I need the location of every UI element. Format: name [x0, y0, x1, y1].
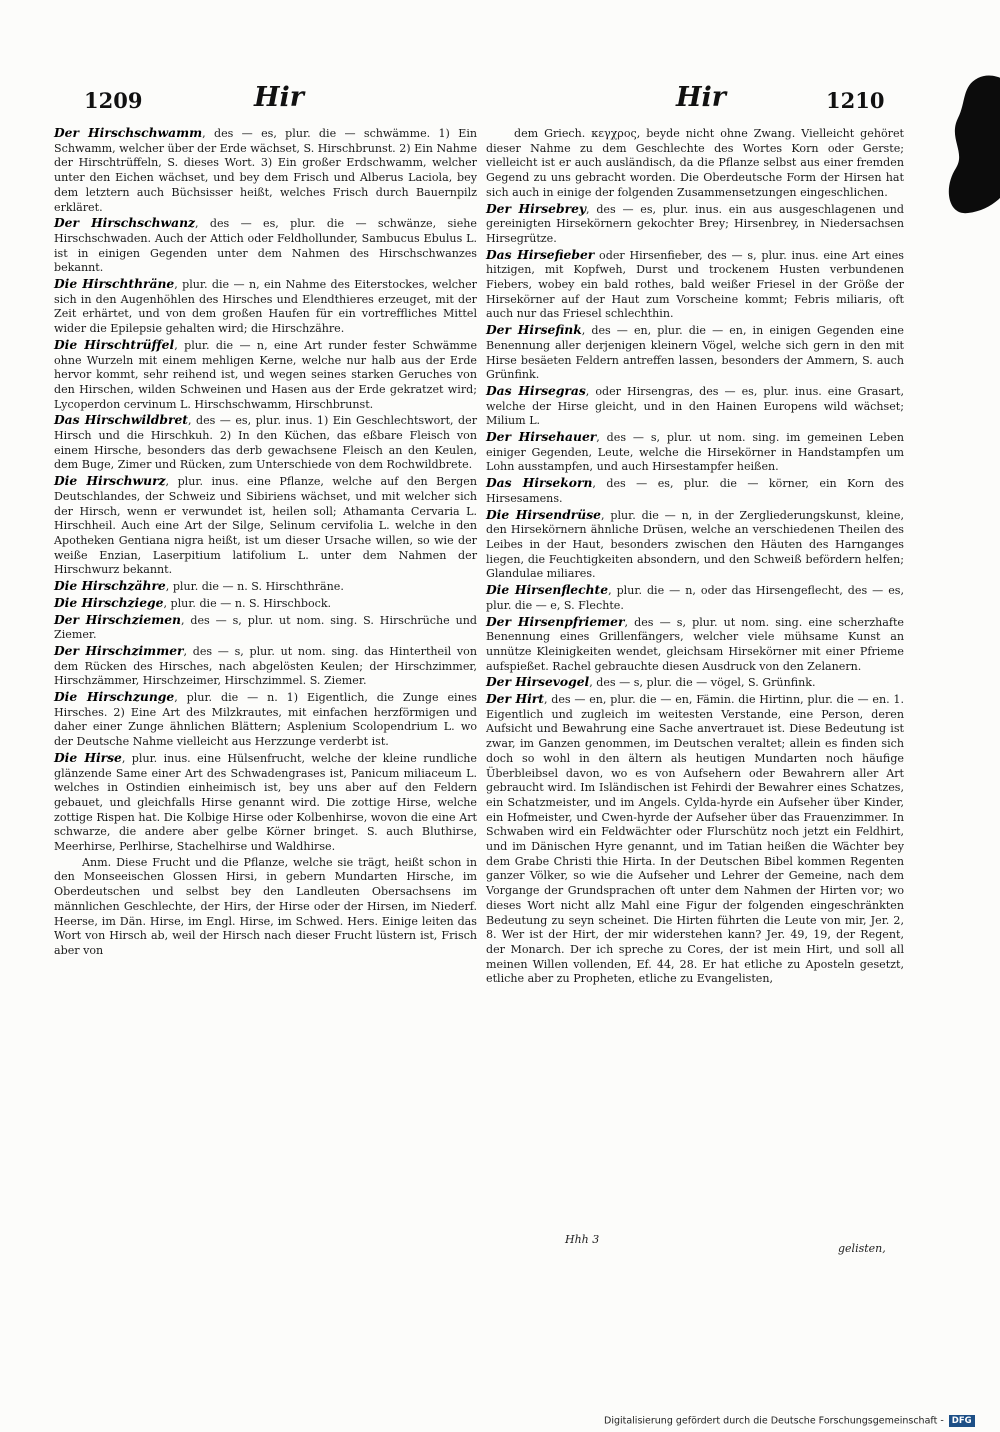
dictionary-entry	[486, 675, 904, 691]
entry-body: , des — s, plur. ut nom. sing. S. Hirschrüche und Ziemer.	[54, 613, 477, 642]
entry-headword: Die Hirschziege	[54, 594, 164, 610]
entry-body: , des — s, plur. ut nom. sing. im gemeinen Leben einiger Gegenden, Leute, welche die Hirsekörner in Handstampfen um Lohn ausstampfen, und auch Hirsestampfer heißen.	[486, 431, 904, 474]
entry-body: , plur. die — n. S. Hirschthräne.	[165, 580, 344, 594]
dictionary-entry	[486, 615, 904, 675]
entry-headword: Der Hirschschwamm	[54, 125, 203, 140]
entry-body: , plur. die — n, oder das Hirsengeflecht, des — es, plur. die — e, S. Flechte.	[486, 584, 905, 612]
entry-body: , des — es, plur. die — schwänze, siehe Hirschschwaden. Auch der Attich oder Feldhollunder, Sambucus Ebulus L. ist in einigen Gegenden unter dem Nahmen des Hirschschwanzes bekannt.	[54, 217, 477, 275]
dictionary-entry	[54, 690, 477, 750]
dictionary-entry	[54, 596, 477, 612]
dictionary-entry	[54, 338, 477, 413]
dictionary-entry	[486, 508, 904, 583]
dfg-logo: DFG	[949, 1415, 975, 1427]
entry-headword: Das Hirsefieber	[486, 246, 595, 262]
dictionary-entry	[486, 127, 904, 201]
entry-body: , plur. inus. eine Hülsenfrucht, welche der kleine rundliche glänzende Same einer Art des Schwadengrases ist, Panicum miliaceum L. welches in Ostindien einheimisch ist, bey uns aber auf den Feldern gebauet, und gleichfalls Hirse genannt wird. Die zottige Hirse, welche zottige Rispen hat. Die Kolbige Hirse oder Kolbenhirse, wovon die eine Art schwarze, die andere aber gelbe Körner bringet. S. auch Bluthirse, Meerhirse, Perlhirse, Stachelhirse und Waldhirse.	[54, 751, 477, 854]
entry-body: oder Hirsenfieber, des — s, plur. inus. eine Art eines hitzigen, mit Kopfweh, Durst und trockenem Husten verbundenen Fiebers, wobey ein bald rothes, bald weißer Friesel in der Größe der Hirsekörner auf der Haut zum Vorscheine kommt; Febris miliaris, oft auch nur das Friesel schlechthin.	[486, 248, 904, 321]
entry-body: , des — es, plur. inus. ein aus ausgeschlagenen und gereinigten Hirsekörnern gekochter Brey; Hirsenbrey, in Niedersachsen Hirsegrütze.	[486, 202, 905, 245]
entry-body: Anm. Diese Frucht und die Pflanze, welche sie trägt, heißt schon in den Monseeischen Glossen Hirsi, in gebern Mundarten Hirsche, im Oberdeutschen und selbst bey den Landleuten Obersachsens im männlichen Geschlechte, der Hirs, der Hirse oder der Hirsen, im Niederf. Heerse, im Dän. Hirse, im Engl. Hirse, im Schwed. Hers. Einige leiten das Wort von Hirsch ab, weil der Hirsch nach dieser Frucht lüstern ist, Frisch aber von	[54, 855, 477, 957]
entry-body: , des — en, plur. die — en, in einigen Gegenden eine Benennung aller derjenigen kleinern Vögel, welche sich gern in den mit Hirse besäeten Feldern antreffen lassen, besonders der Ammern, S. auch Grünfink.	[486, 324, 904, 382]
entry-body: , des — es, plur. die — schwämme. 1) Ein Schwamm, welcher über der Erde wächset, S. Hirschbrunst. 2) Ein Nahme der Hirschtrüffeln, S. dieses Wort. 3) Ein großer Erdschwamm, welcher unter den Eichen wächset, und bey dem Frisch und Alberus Laciola, bey dem letztern auch Büchsisser heißt, welches Frisch durch Bauernpilz erkläret.	[54, 127, 478, 214]
entry-headword: Die Hirschthräne	[54, 276, 175, 292]
dictionary-entry	[486, 692, 904, 987]
entry-headword: Das Hirschwildbret	[54, 412, 188, 428]
dictionary-entry	[486, 202, 904, 247]
entry-body: , des — es, plur. die — körner, ein Korn des Hirsesamens.	[486, 477, 904, 505]
entry-body: , des — es, plur. inus. 1) Ein Geschlechtswort, der Hirsch und die Hirschkuh. 2) In den Küchen, das eßbare Fleisch von einem Hirsche, besonders das derb gewachsene Fleisch an den Keulen, dem Buge, Zimer und Rücken, zum Unterschiede von dem Rochwildbrete.	[54, 414, 477, 472]
entry-body: , plur. die — n, in der Zergliederungskunst, kleine, den Hirsekörnern ähnliche Drüsen, welche an verschiedenen Theilen des Leibes in der Haut, besonders zwischen den Häuten des Harnganges liegen, die Feuchtigkeiten absondern, und den Schweiß befördern helfen; Glandulae miliares.	[486, 508, 904, 581]
dictionary-entry	[54, 856, 477, 959]
entry-body: , plur. die — n. 1) Eigentlich, die Zunge eines Hirsches. 2) Eine Art des Milzkrautes, mit einfachen herzförmigen und daher einer Zunge ähnlichen Blättern; Asplenium Scolopendrium L. wo der Deutsche Nahme vielleicht aus Herzzunge verderbt ist.	[54, 691, 477, 749]
entry-body: dem Griech. κεγχρος, beyde nicht ohne Zwang. Vielleicht gehöret dieser Nahme zu dem Geschlechte des Wortes Korn oder Gerste; vielleicht ist er auch ausländisch, da die Pflanze selbst aus einer fremden Gegend zu uns gebracht worden. Die Oberdeutsche Form der Hirsen hat sich auch in einige der folgenden Zusammensetzungen eingeschlichen.	[486, 127, 904, 199]
entry-headword: Der Hirsefink	[486, 322, 582, 338]
entry-headword: Der Hirschschwanz	[54, 215, 196, 231]
dictionary-entry	[54, 126, 477, 215]
page-number-left: 1209	[84, 88, 143, 113]
dictionary-entry	[486, 430, 904, 475]
entry-headword: Das Hirsekorn	[486, 475, 593, 491]
entry-body: , des — s, plur. ut nom. sing. eine scherzhafte Benennung eines Grillenfängers, welcher viele mühsame Kunst an unnütze Kleinigkeiten wendet, gleichsam Hirsekörner mit einer Pfrieme aufspießet. Rachel gebrauchte diesen Ausdruck von den Zelanern.	[486, 615, 904, 673]
entry-body: , des — en, plur. die — en, Fämin. die Hirtinn, plur. die — en. 1. Eigentlich und zugleich im weitesten Verstande, eine Person, deren Aufsicht und Bewahrung eine Sache anvertrauet ist. Diese Bedeutung ist zwar, im Ganzen genommen, im Deutschen veraltet; allein es finden sich doch so wohl in den ältern als heutigen Mundarten noch häufige Überbleibsel davon, wo es von Aufsehern oder Bewahrern aller Art gebraucht wird. Im Isländischen ist Fehirdi der Bewahrer eines Schatzes, ein Schatzmeister, und im Angels. Cylda-hyrde ein Aufseher über Kinder, ein Hofmeister, und Cwen-hyrde der Aufseher über das Frauenzimmer. In Schwaben wird ein Feldwächter oder Flurschütz noch jetzt ein Feldhirt, und im Dänischen Hyre genannt, und im Tatian heißen die Wächter bey dem Grabe Christi thie Hirta. In der Deutschen Bibel kommen Regenten ganzer Völker, so wie die Aufseher und Lehrer der Gemeine, nach dem Vorgange der Grundsprachen oft unter dem Nahmen der Hirten vor; wo dieses Wort nicht allz Mahl eine Figur der folgenden eingeschränkten Bedeutung zu seyn scheinet. Die Hirten führten die Leute von mir, Jer. 2, 8. Wer ist der Hirt, der mir widerstehen kann? Jer. 49, 19, der Regent, der Monarch. Der ich spreche zu Cores, der ist mein Hirt, und soll all meinen Willen vollenden, Ef. 44, 28. Er hat etliche zu Aposteln gesetzt, etliche aber zu Propheten, etliche zu Evangelisten,	[486, 693, 904, 986]
entry-headword: Der Hirschzimmer	[54, 642, 184, 658]
dictionary-entry	[54, 277, 477, 337]
digitization-footer	[604, 1415, 975, 1429]
page-header	[0, 82, 1000, 122]
entry-headword: Die Hirschwurz	[54, 473, 166, 489]
catchword: gelisten,	[838, 1242, 886, 1255]
entry-body: , plur. inus. eine Pflanze, welche auf den Bergen Deutschlandes, der Schweiz und Sibiriens wächset, und mit welcher sich der Hirsch, wenn er verwundet ist, heilen soll; Athamanta Cervaria L. Hirschheil. Auch eine Art der Silge, Selinum cervifolia L. welche in den Apotheken Gentiana nigra heißt, ist um dieser Ursache willen, so wie der weiße Enzian, Laserpitium latifolium L. unter dem Nahmen der Hirschwurz bekannt.	[54, 475, 477, 577]
right-column	[486, 126, 904, 988]
ink-blot-icon	[938, 68, 1000, 218]
dictionary-entry	[54, 579, 477, 595]
entry-headword: Die Hirschtrüffel	[54, 336, 175, 352]
entry-headword: Die Hirse	[54, 749, 122, 765]
entry-headword: Der Hirschziemen	[54, 611, 181, 627]
entry-body: , des — s, plur. die — vögel, S. Grünfink.	[589, 676, 816, 690]
entry-headword: Das Hirsegras	[486, 382, 586, 398]
entry-body: , plur. die — n. S. Hirschbock.	[163, 596, 332, 610]
footer-text: Digitalisierung gefördert durch die Deutsche Forschungsgemeinschaft -	[604, 1415, 944, 1427]
entry-body: , des — s, plur. ut nom. sing. das Hintertheil von dem Rücken des Hirsches, nach abgelösten Keulen; der Hirschzimmer, Hirschzämmer, Hirschzeimer, Hirschzimmel. S. Ziemer.	[54, 644, 477, 688]
dictionary-entry	[54, 751, 477, 855]
entry-body: , plur. die — n, eine Art runder fester Schwämme ohne Wurzeln mit einem mehligen Kerne, welche nur halb aus der Erde hervor kommt, sehr reihend ist, und wegen seines starken Geruches von den Hirschen, wilden Schweinen und Hasen aus der Erde gekratzet wird; Lycoperdon cervinum L. Hirschschwamm, Hirschbrunst.	[54, 338, 478, 411]
entry-body: , oder Hirsengras, des — es, plur. inus. eine Grasart, welche der Hirse gleicht, und in den Hainen Europens wild wächset; Milium L.	[486, 384, 904, 428]
page-number-right: 1210	[826, 88, 885, 113]
running-head-left: Hir	[254, 82, 304, 113]
dictionary-entry	[486, 384, 904, 429]
printer-signature: Hhh 3	[565, 1233, 600, 1246]
dictionary-entry	[486, 583, 904, 613]
entry-headword: Der Hirsebrey	[486, 200, 587, 216]
entry-headword: Der Hirsenpfriemer	[486, 613, 625, 629]
dictionary-entry	[486, 323, 904, 383]
dictionary-entry	[54, 216, 477, 276]
left-column	[54, 126, 477, 960]
entry-headword: Der Hirt	[486, 691, 544, 707]
entry-headword: Die Hirschzähre	[54, 578, 166, 594]
dictionary-entry	[54, 644, 477, 689]
dictionary-entry	[486, 248, 904, 323]
entry-headword: Der Hirsehauer	[486, 429, 597, 445]
entry-headword: Die Hirschzunge	[54, 689, 175, 705]
entry-headword: Die Hirsenflechte	[486, 582, 609, 598]
dictionary-entry	[486, 476, 904, 506]
dictionary-entry	[54, 474, 477, 578]
dictionary-entry	[54, 413, 477, 473]
entry-headword: Die Hirsendrüse	[486, 506, 601, 522]
dictionary-entry	[54, 613, 477, 643]
entry-headword: Der Hirsevogel	[486, 674, 590, 690]
entry-body: , plur. die — n, ein Nahme des Eiterstockes, welcher sich in den Augenhöhlen des Hirsches und Elendthieres erzeuget, mit der Zeit erhärtet, und von dem großen Haufen für ein vortreffliches Mittel wider die Epilepsie gehalten wird; die Hirschzähre.	[54, 278, 477, 336]
running-head-right: Hir	[676, 82, 726, 113]
